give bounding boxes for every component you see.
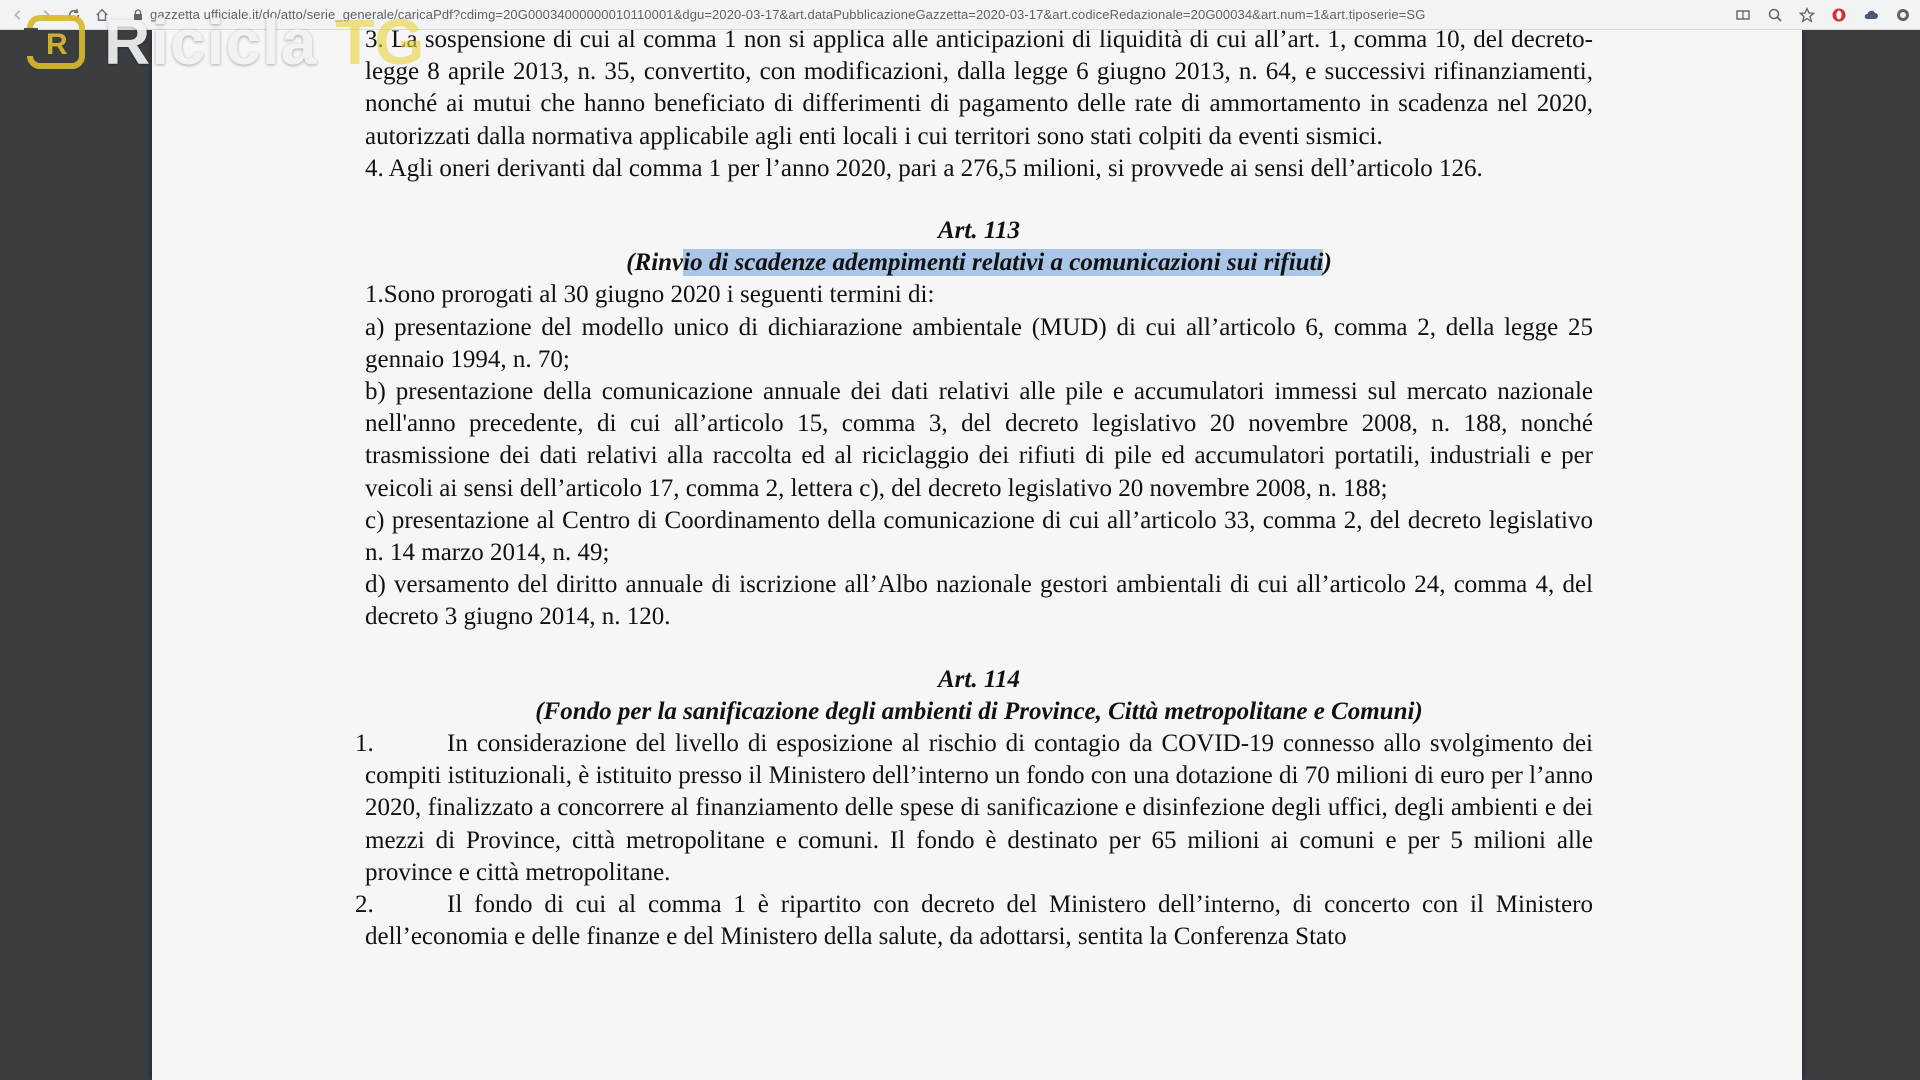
art-114-paragraph-2 xyxy=(355,889,1593,953)
svg-text:R: R xyxy=(46,28,68,61)
pdf-viewer[interactable] xyxy=(0,30,1920,1080)
art-113-title: Art. 113 xyxy=(938,217,1020,245)
paragraph-4: 4. Agli oneri derivanti dal comma 1 per l’anno 2020, pari a 276,5 milioni, si provvede ai sensi dell’articolo 126. xyxy=(365,154,1483,182)
bookmark-star-icon[interactable] xyxy=(1796,4,1818,26)
url-text: gazzetta ufficiale.it/do/atto/serie_generale/caricaPdf?cdimg=20G00034000000010110001&dgu=2020-03-17&art.dataPubblicazioneGazzetta=2020-03-17&art.codiceRedazionale=20G00034&art.num=1&art.tiposerie=SG xyxy=(150,7,1426,22)
logo-wordmark: Ricicla xyxy=(104,6,318,78)
art-114-subtitle: (Fondo per la sanificazione degli ambienti di Province, Città metropolitane e Comuni) xyxy=(535,697,1423,725)
reader-mode-icon[interactable] xyxy=(1732,4,1754,26)
art-113-intro: 1.Sono prorogati al 30 giugno 2020 i seguenti termini di: xyxy=(365,281,935,309)
art-114-p1-text: In considerazione del livello di esposizione al rischio di contagio da COVID-19 connesso allo svolgimento dei compiti istituzionali, è istituito presso il Ministero dell’interno un fondo con una dotazione di 70 milioni di euro per l’anno 2020, finalizzato a concorrere al finanziamento delle spese di sanificazione e disinfezione degli uffici, degli ambienti e dei mezzi di Province, città metropolitane e comuni. Il fondo è destinato per 65 milioni ai comuni e per 5 milioni alle province e città metropolitane. xyxy=(365,730,1593,886)
paragraph-3: 3. La sospensione di cui al comma 1 non si applica alle anticipazioni di liquidità di cui all’art. 1, comma 10, del decreto-legge 8 aprile 2013, n. 35, convertito, con modificazioni, dalla legge 6 giugno 2013, n. 64, e successivi rifinanziamenti, nonché ai mutui che hanno beneficiato di differimenti di pagamento delle rate di ammortamento in scadenza nel 2020, autorizzati dalla normativa applicabile agli enti locali i cui territori sono stati colpiti da eventi sismici. xyxy=(365,30,1593,150)
logo-suffix: TG xyxy=(335,6,425,78)
art-113-item-a: a) presentazione del modello unico di dichiarazione ambientale (MUD) di cui all’articolo 6, comma 2, della legge 25 gennaio 1994, n. 70; xyxy=(365,313,1593,373)
art-114-p1-number: 1. xyxy=(355,730,374,758)
text-selection-highlight[interactable]: io di scadenze adempimenti relativi a comunicazioni sui rifiuti xyxy=(683,249,1324,277)
opera-extension-icon[interactable] xyxy=(1828,4,1850,26)
art-114-title: Art. 114 xyxy=(938,665,1020,693)
pdf-page[interactable] xyxy=(152,30,1802,1080)
art-113-item-b: b) presentazione della comunicazione annuale dei dati relativi alle pile e accumulatori immessi sul mercato nazionale nell'anno precedente, di cui all’articolo 15, comma 3, del decreto legislativo 20 novembre 2008, n. 188, nonché trasmissione dei dati relativi alla raccolta ed al riciclaggio dei rifiuti di pile ed accumulatori portatili, industriali e per veicoli ai sensi dell’articolo 17, comma 2, lettera c), del decreto legislativo 20 novembre 2008, n. 188; xyxy=(365,378,1593,502)
zoom-icon[interactable] xyxy=(1764,4,1786,26)
profile-extension-icon[interactable] xyxy=(1892,4,1914,26)
art-113-item-d: d) versamento del diritto annuale di iscrizione all’Albo nazionale gestori ambientali di cui all’articolo 24, comma 4, del decreto 3 giugno 2014, n. 120. xyxy=(365,571,1593,631)
art-113-subtitle-pre: (Rinv xyxy=(626,249,684,277)
art-113-subtitle xyxy=(365,247,1593,279)
art-114-p2-text: Il fondo di cui al comma 1 è ripartito con decreto del Ministero dell’interno, di concerto con il Ministero dell’economia e delle finanze e del Ministero della salute, da adottarsi, sentita la Conferenza Stato xyxy=(365,891,1593,951)
art-114-paragraph-1 xyxy=(355,728,1593,889)
art-113-item-c: c) presentazione al Centro di Coordinamento della comunicazione di cui all’articolo 33, comma 2, del decreto legislativo n. 14 marzo 2014, n. 49; xyxy=(365,506,1593,567)
logo-badge-icon xyxy=(24,14,88,70)
art-114-p2-number: 2. xyxy=(355,891,374,919)
art-113-subtitle-post: ) xyxy=(1323,249,1332,277)
ricicla-tg-logo xyxy=(24,6,425,78)
cloud-extension-icon[interactable] xyxy=(1860,4,1882,26)
